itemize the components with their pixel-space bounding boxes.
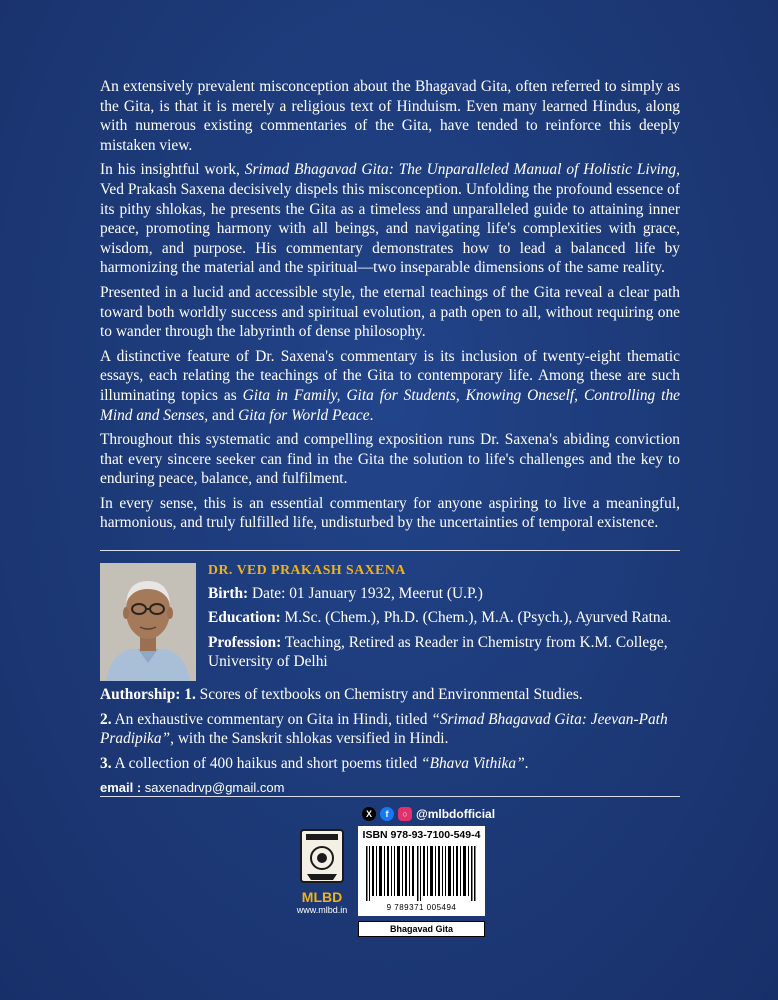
- authorship-2-num: 2.: [100, 710, 112, 728]
- barcode-icon: [366, 846, 477, 901]
- blurb-text: [100, 77, 680, 538]
- publisher-logo: [292, 828, 352, 916]
- blurb-paragraph-2: [100, 160, 680, 278]
- birth-label: Birth:: [208, 584, 249, 602]
- divider-bottom: [100, 796, 680, 797]
- author-authorship: [100, 685, 682, 803]
- birth-value: Date: 01 January 1932, Meerut (U.P.): [248, 584, 483, 602]
- authorship-item-3: [100, 754, 682, 774]
- blurb-p2-start: In his insightful work,: [100, 161, 245, 179]
- authorship-3-end: .: [524, 754, 529, 772]
- education-label: Education:: [208, 609, 281, 627]
- blurb-p4-start: A distinctive feature of Dr. Saxena's commentary is its inclusion of twenty-eight thematic essays, each relating the teachings of the Gita to contemporary life. Among these are such illuminating topics as: [100, 347, 680, 404]
- blurb-paragraph-1: An extensively prevalent misconception about the Bhagavad Gita, often referred to simply as the Gita, is that it is merely a religious text of Hinduism. Even many learned Hindus, along with numerous existing commentaries of the Gita, have tended to reinforce this deeply mistaken view.: [100, 78, 680, 154]
- blurb-p2-rest: Ved Prakash Saxena decisively dispels this misconception. Unfolding the profound essence of its pithy shlokas, he presents the Gita as a timeless and unparalleled guide to attaining inner peace, promoting harmony with all beings, and navigating life's complexities with grace, wisdom, and purpose. His commentary demonstrates how to lead a balanced life by harmonizing the material and the spiritual—two inseparable dimensions of the same reality.: [100, 180, 680, 277]
- authorship-2-text: An exhaustive commentary on Gita in Hindi, titled: [111, 710, 432, 728]
- facebook-icon[interactable]: f: [380, 807, 394, 821]
- authorship-item-2: [100, 710, 682, 749]
- isbn-text: ISBN 978-93-7100-549-4: [362, 829, 481, 841]
- book-title-italic: Srimad Bhagavad Gita: The Unparalleled Manual of Holistic Living,: [244, 161, 680, 179]
- email-value[interactable]: saxenadrvp@gmail.com: [141, 780, 285, 796]
- author-photo: [100, 563, 196, 681]
- instagram-icon[interactable]: ○: [398, 807, 412, 821]
- authorship-2-rest: , with the Sanskrit shlokas versified in Hindi.: [170, 730, 449, 748]
- blurb-paragraph-5: Throughout this systematic and compelling exposition runs Dr. Saxena's abiding conviction that every sincere seeker can find in the Gita the solution to life's challenges and the key to enduring peace, balance, and fulfilment.: [100, 431, 680, 488]
- author-education: [208, 608, 682, 628]
- blurb-paragraph-4: [100, 347, 680, 425]
- blurb-p4-end: .: [369, 406, 374, 424]
- essay-topic-last: Gita for World Peace: [238, 406, 370, 424]
- author-profession: [208, 633, 682, 672]
- barcode-box: [358, 826, 485, 916]
- category-label: Bhagavad Gita: [358, 921, 485, 937]
- authorship-label: Authorship: 1.: [100, 686, 196, 703]
- education-value: M.Sc. (Chem.), Ph.D. (Chem.), M.A. (Psych.), Ayurved Ratna.: [280, 609, 672, 627]
- social-handle[interactable]: @mlbdofficial: [416, 807, 496, 821]
- social-handles: [362, 805, 495, 823]
- blurb-paragraph-6: In every sense, this is an essential commentary for anyone aspiring to live a meaningful, harmonious, and truly fulfilled life, undisturbed by the uncertainties of temporal existence.: [100, 494, 680, 532]
- publisher-url[interactable]: www.mlbd.in: [296, 905, 348, 915]
- author-info: [208, 560, 682, 677]
- email-label: email :: [100, 780, 142, 796]
- authorship-3-text: A collection of 400 haikus and short poems titled: [111, 754, 422, 772]
- mlbd-emblem-icon: [299, 828, 345, 884]
- blurb-paragraph-3: Presented in a lucid and accessible style, the eternal teachings of the Gita reveal a clear path toward both worldly success and spiritual evolution, a path open to all, without requiring one to wander through the labyrinth of dense philosophy.: [100, 283, 680, 341]
- publisher-name: MLBD: [301, 889, 343, 905]
- author-birth: [208, 584, 682, 604]
- barcode-digits: 9 789371 005494: [386, 903, 457, 912]
- profession-value: Teaching, Retired as Reader in Chemistry from K.M. College, University of Delhi: [208, 633, 668, 671]
- blurb-p4-and: and: [208, 406, 239, 424]
- divider-top: [100, 550, 680, 551]
- x-icon[interactable]: X: [362, 807, 376, 821]
- authorship-3-num: 3.: [100, 754, 112, 772]
- authorship-3-title: “Bhava Vithika”: [421, 754, 525, 772]
- essay-topics-italic: Gita in Family, Gita for Students, Knowing Oneself, Controlling the Mind and Senses,: [100, 386, 680, 424]
- author-name: DR. VED PRAKASH SAXENA: [208, 562, 406, 577]
- profession-label: Profession:: [208, 633, 282, 651]
- authorship-item-1: [100, 685, 682, 705]
- authorship-2-title: “Srimad Bhagavad Gita: Jeevan-Path Pradipika”: [100, 710, 668, 748]
- authorship-1-text: Scores of textbooks on Chemistry and Environmental Studies.: [195, 686, 583, 703]
